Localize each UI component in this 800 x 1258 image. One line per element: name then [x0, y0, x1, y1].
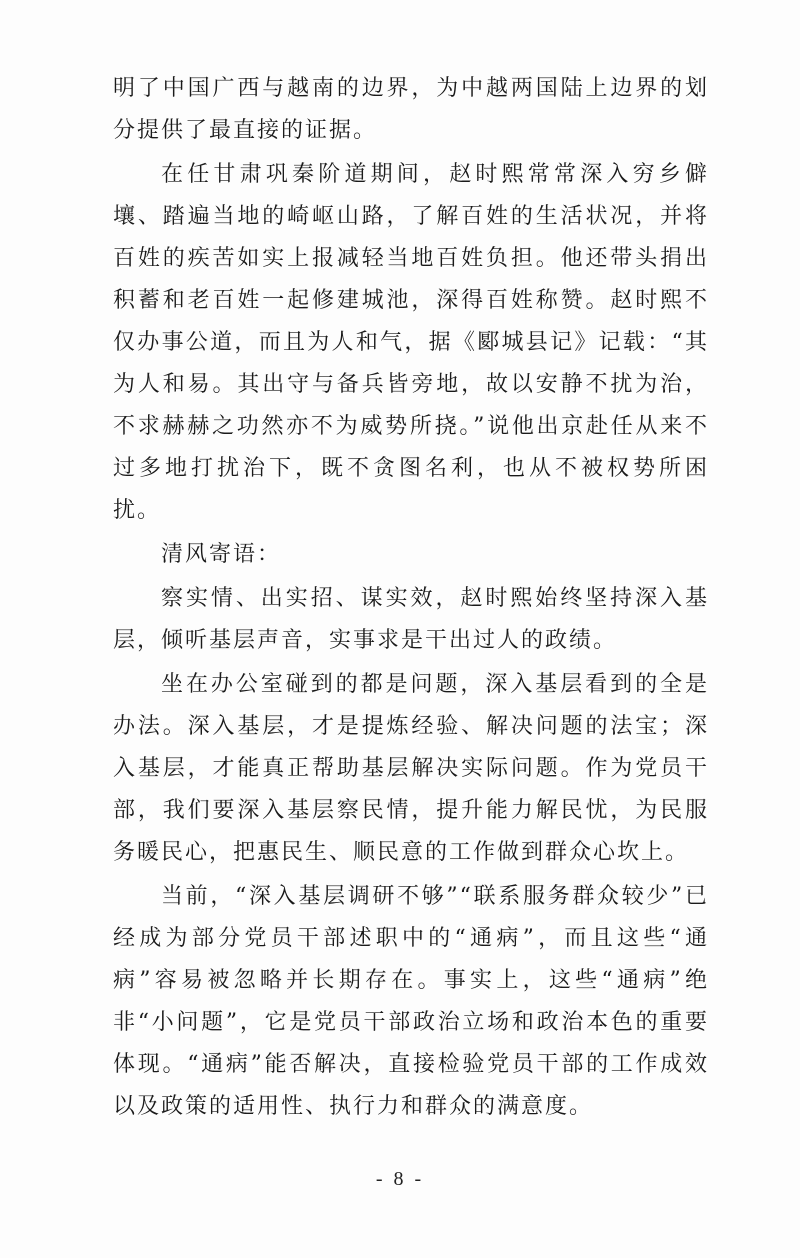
paragraph-office: 坐在办公室碰到的都是问题，深入基层看到的全是办法。深入基层，才是提炼经验、解决问题的法宝；深入基层，才能真正帮助基层解决实际问题。作为党员干部，我们要深入基层察民情，提升能力解民忧，为民服务暖民心，把惠民生、顺民意的工作做到群众心坎上。 — [113, 672, 709, 865]
paragraph-zhao-gansu: 在任甘肃巩秦阶道期间，赵时熙常常深入穷乡僻壤、踏遍当地的崎岖山路，了解百姓的生活状况，并将百姓的疾苦如实上报减轻当地百姓负担。他还带头捐出积蓄和老百姓一起修建城池，深得百姓称赞。赵时熙不仅办事公道，而且为人和气，据《郾城县记》记载：“其为人和易。其出守与备兵皆旁地，故以安静不扰为治，不求赫赫之功然亦不为威势所挠。”说他出京赴任从来不过多地打扰治下，既不贪图名利，也从不被权势所困扰。 — [113, 162, 709, 523]
section-heading-qingfeng: 清风寄语： — [161, 542, 282, 567]
body-text — [113, 68, 709, 1130]
page-number: - 8 - — [375, 1168, 425, 1190]
paragraph-shiqing: 察实情、出实招、谋实效，赵时熙始终坚持深入基层，倾听基层声音，实事求是干出过人的政绩。 — [113, 586, 709, 653]
paragraph-continued: 明了中国广西与越南的边界，为中越两国陆上边界的划分提供了最直接的证据。 — [113, 76, 709, 143]
paragraph-current: 当前，“深入基层调研不够”“联系服务群众较少”已经成为部分党员干部述职中的“通病”，而且这些“通病”容易被忽略并长期存在。事实上，这些“通病”绝非“小问题”，它是党员干部政治立场和政治本色的重要体现。“通病”能否解决，直接检验党员干部的工作成效以及政策的适用性、执行力和群众的满意度。 — [113, 884, 709, 1119]
